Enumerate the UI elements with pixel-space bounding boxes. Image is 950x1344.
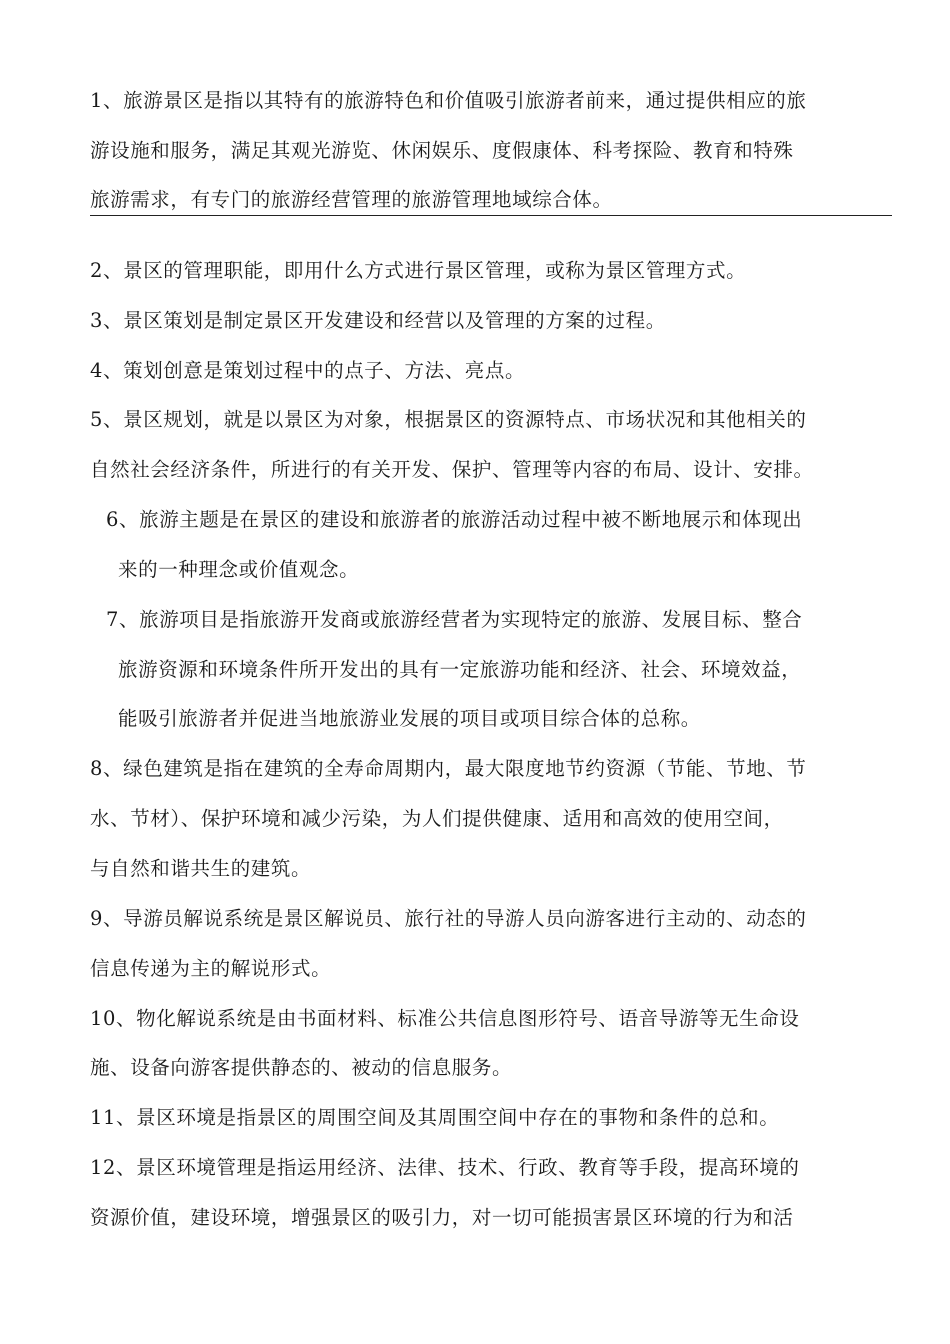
- text-line: 6、旅游主题是在景区的建设和旅游者的旅游活动过程中被不断地展示和体现出: [106, 508, 803, 531]
- text-line: 2、景区的管理职能，即用什么方式进行景区管理，或称为景区管理方式。: [90, 259, 747, 282]
- text-line: 施、设备向游客提供静态的、被动的信息服务。: [90, 1056, 513, 1079]
- text-line: 自然社会经济条件，所进行的有关开发、保护、管理等内容的布局、设计、安排。: [90, 458, 814, 481]
- text-line: 游设施和服务，满足其观光游览、休闲娱乐、度假康体、科考探险、教育和特殊: [90, 139, 794, 162]
- text-line: 旅游资源和环境条件所开发出的具有一定旅游功能和经济、社会、环境效益，: [118, 658, 802, 681]
- text-line: 11、景区环境是指景区的周围空间及其周围空间中存在的事物和条件的总和。: [90, 1106, 780, 1129]
- text-line: 12、景区环境管理是指运用经济、法律、技术、行政、教育等手段，提高环境的: [90, 1156, 800, 1179]
- text-line: 9、导游员解说系统是景区解说员、旅行社的导游人员向游客进行主动的、动态的: [90, 907, 807, 930]
- text-line: 1、旅游景区是指以其特有的旅游特色和价值吸引旅游者前来，通过提供相应的旅: [90, 89, 807, 112]
- text-line: 3、景区策划是制定景区开发建设和经营以及管理的方案的过程。: [90, 309, 666, 332]
- text-line: 来的一种理念或价值观念。: [118, 558, 360, 581]
- text-line: 8、绿色建筑是指在建筑的全寿命周期内，最大限度地节约资源（节能、节地、节: [90, 757, 807, 780]
- horizontal-divider: [90, 215, 892, 216]
- text-line: 5、景区规划，就是以景区为对象，根据景区的资源特点、市场状况和其他相关的: [90, 408, 807, 431]
- text-line: 信息传递为主的解说形式。: [90, 957, 332, 980]
- text-line: 与自然和谐共生的建筑。: [90, 857, 312, 880]
- text-line: 4、策划创意是策划过程中的点子、方法、亮点。: [90, 359, 526, 382]
- text-line: 10、物化解说系统是由书面材料、标准公共信息图形符号、语音导游等无生命设: [90, 1007, 800, 1030]
- text-line: 7、旅游项目是指旅游开发商或旅游经营者为实现特定的旅游、发展目标、整合: [106, 608, 803, 631]
- text-line: 水、节材）、保护环境和减少污染，为人们提供健康、适用和高效的使用空间，: [90, 807, 784, 830]
- text-line: 能吸引旅游者并促进当地旅游业发展的项目或项目综合体的总称。: [118, 707, 701, 730]
- text-line: 资源价值，建设环境，增强景区的吸引力，对一切可能损害景区环境的行为和活: [90, 1206, 794, 1229]
- text-line: 旅游需求，有专门的旅游经营管理的旅游管理地域综合体。: [90, 188, 613, 211]
